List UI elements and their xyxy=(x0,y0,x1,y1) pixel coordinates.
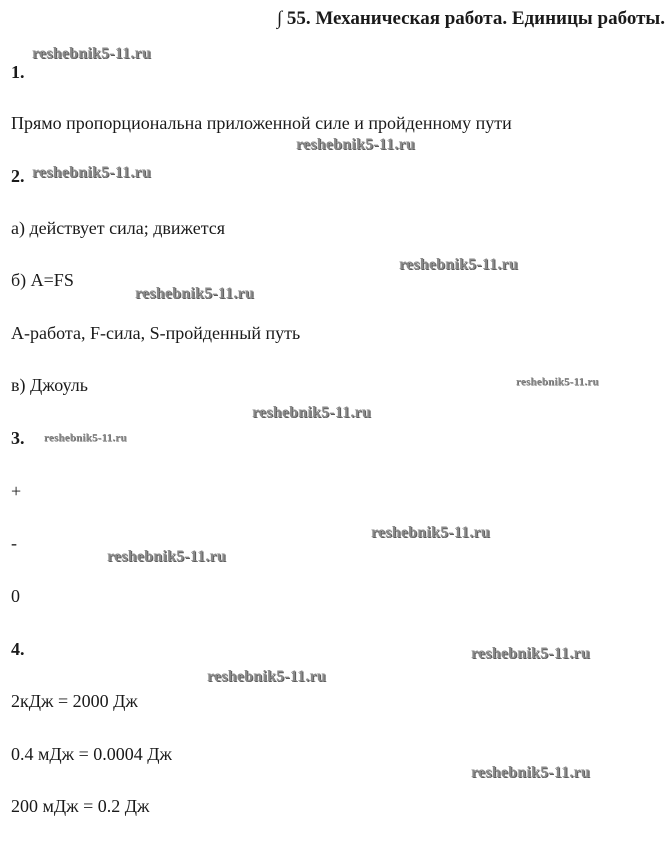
answer-2b-explanation: А-работа, F-сила, S-пройденный путь xyxy=(11,323,301,343)
watermark: reshebnik5-11.ru xyxy=(399,256,518,273)
watermark: reshebnik5-11.ru xyxy=(371,524,490,541)
question-number-2: 2. xyxy=(11,166,25,186)
answer-3-minus: - xyxy=(11,533,17,553)
watermark: reshebnik5-11.ru xyxy=(471,645,590,662)
answer-2c-text: в) Джоуль xyxy=(11,375,88,395)
watermark: reshebnik5-11.ru xyxy=(471,764,590,781)
watermark: reshebnik5-11.ru xyxy=(207,668,326,685)
answer-4-line-2: 0.4 мДж = 0.0004 Дж xyxy=(11,744,172,764)
watermark: reshebnik5-11.ru xyxy=(252,404,371,421)
answer-3-zero: 0 xyxy=(11,586,20,606)
answer-1-text: Прямо пропорциональна приложенной силе и пройденному пути xyxy=(11,113,512,133)
question-number-4: 4. xyxy=(11,639,25,659)
question-number-3: 3. xyxy=(11,428,25,448)
watermark: reshebnik5-11.ru xyxy=(296,136,415,153)
watermark: reshebnik5-11.ru xyxy=(107,548,226,565)
watermark: reshebnik5-11.ru xyxy=(516,376,599,388)
answer-3-plus: + xyxy=(11,481,22,501)
answer-2b-text: б) А=FS xyxy=(11,270,74,290)
answer-2a-text: а) действует сила; движется xyxy=(11,218,226,238)
watermark: reshebnik5-11.ru xyxy=(44,432,127,444)
watermark: reshebnik5-11.ru xyxy=(135,285,254,302)
watermark: reshebnik5-11.ru xyxy=(32,164,151,181)
answer-4-line-1: 2кДж = 2000 Дж xyxy=(11,691,138,711)
answer-4-line-3: 200 мДж = 0.2 Дж xyxy=(11,796,150,816)
page-title: ∫ 55. Механическая работа. Единицы работы. xyxy=(276,8,665,29)
watermark: reshebnik5-11.ru xyxy=(32,45,151,62)
question-number-1: 1. xyxy=(11,62,25,82)
